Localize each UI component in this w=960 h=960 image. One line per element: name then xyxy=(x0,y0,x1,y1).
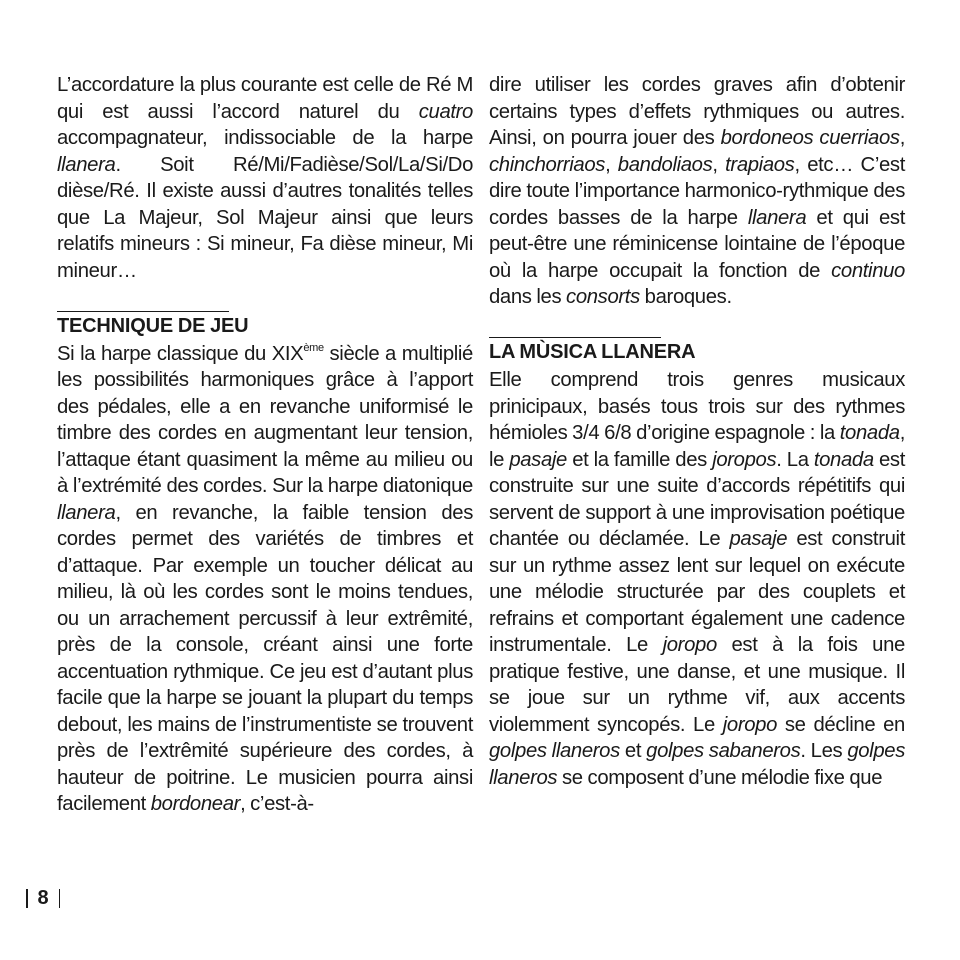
italic-term: pasaje xyxy=(729,528,788,550)
text-run: Elle comprend trois genres musicaux prinicipaux, basés tous trois sur des rythmes hémioles 3/4 6/8 d’origine espagnole : la xyxy=(489,369,905,444)
italic-term: tonada xyxy=(839,422,900,444)
text-run: est construite sur une suite d’accords répétitifs qui servent de support à une improvisation poétique chantée ou déclamée. Le xyxy=(489,448,906,550)
page-number: 8 xyxy=(37,887,49,909)
text-run: est construit sur un rythme assez lent sur lequel on exécute une mélodie structurée par des couplets et refrains et comportant également une cadence instrumentale. Le xyxy=(489,528,905,656)
italic-term: consorts xyxy=(566,286,640,308)
italic-term: bordoneos cuerriaos xyxy=(720,127,900,149)
text-run: , en revanche, la faible tension des cordes permet des variétés de timbres et d’attaque. Par exemple un toucher délicat au milieu, là où les cordes sont le moins tendues, ou un arrachement percussif à leur extrêmité, près de la console, créant ainsi une forte accentuation rythmique. Ce jeu est d’autant plus facile que la harpe se jouant la plupart du temps debout, les mains de l’instrumentiste se trouvent près de l’extrêmité supérieure des cordes, à hauteur de poitrine. Le musicien pourra ainsi facilement xyxy=(57,501,473,815)
text-run: , xyxy=(712,153,726,176)
italic-term: joropo xyxy=(722,713,778,736)
italic-term: chinchorriaos xyxy=(489,153,606,176)
heading-technique: TECHNIQUE DE JEU xyxy=(57,314,249,337)
paragraph-musica-llanera xyxy=(489,367,905,791)
heading-musica-llanera: LA MÙSICA LLANERA xyxy=(489,341,696,363)
text-run: , le xyxy=(489,422,905,471)
right-column xyxy=(489,72,905,791)
paragraph-continuation xyxy=(489,72,905,311)
text-run: . Soit Ré/Mi/Fadièse/Sol/La/Si/Do dièse/Ré. Il existe aussi d’autres tonalités telles que La Majeur, Sol Majeur ainsi que leurs relatifs mineurs : Si mineur, Fa dièse mineur, Mi mineur… xyxy=(57,153,473,282)
italic-term: llanera xyxy=(57,501,116,524)
superscript: ème xyxy=(303,341,324,354)
text-run: , xyxy=(899,127,905,149)
italic-term: bordonear xyxy=(150,793,241,815)
italic-term: tonada xyxy=(813,448,874,471)
text-run: et la famille des xyxy=(566,448,713,471)
page-footer xyxy=(26,885,60,911)
italic-term: trapiaos xyxy=(725,153,795,176)
text-run: et qui est peut-être une réminicense lointaine de l’époque où la harpe occupait la fonction de xyxy=(489,206,905,282)
text-run: , etc… C’est dire toute l’importance harmonico-rythmique des cordes basses de la harpe xyxy=(489,153,906,229)
left-column xyxy=(57,72,473,818)
text-run: est à la fois une pratique festive, une danse, et une musique. Il se joue sur un rythme vif, aux accents violemment syncopés. Le xyxy=(489,634,905,736)
text-run: , c’est-à- xyxy=(240,793,314,815)
paragraph-tuning xyxy=(57,72,473,284)
italic-term: llanera xyxy=(57,153,116,176)
italic-term: joropo xyxy=(662,634,717,656)
italic-term: bandoliaos xyxy=(617,153,713,176)
text-run: et xyxy=(619,740,647,762)
italic-term: cuatro xyxy=(418,100,473,123)
italic-term: golpes sabaneros xyxy=(646,740,801,762)
italic-term: golpes llaneros xyxy=(489,740,905,789)
folio-bar-right xyxy=(59,889,61,908)
paragraph-technique xyxy=(57,341,473,818)
italic-term: llanera xyxy=(747,206,807,229)
text-run: siècle a multiplié les possibilités harmoniques grâce à l’apport des pédales, elle a en revanche uniformisé le timbre des cordes en augmentant leur tension, l’attaque étant quasiment la même au milieu ou à l’extrémité des cordes. Sur la harpe diatonique xyxy=(57,342,473,497)
text-run: baroques. xyxy=(639,286,732,308)
text-run: dans les xyxy=(489,286,567,308)
italic-term: continuo xyxy=(831,259,905,282)
spacer xyxy=(57,284,473,311)
text-run: . Les xyxy=(800,740,848,762)
italic-term: joropos xyxy=(712,448,777,471)
text-run: dire utiliser les cordes graves afin d’obtenir certains types d’effets rythmiques ou autres. Ainsi, on pourra jouer des xyxy=(489,74,905,149)
italic-term: pasaje xyxy=(509,448,567,471)
text-run: , xyxy=(605,153,618,176)
text-run: accompagnateur, indissociable de la harpe xyxy=(57,127,473,149)
text-run: se décline en xyxy=(777,713,905,736)
folio-bar-left xyxy=(26,889,28,908)
italic-term: golpes llaneros xyxy=(489,740,620,762)
text-run: L’accordature la plus courante est celle de Ré M qui est aussi l’accord naturel du xyxy=(57,74,473,123)
spacer xyxy=(489,311,905,338)
text-run: Si la harpe classique du XIX xyxy=(57,342,304,365)
text-run: . La xyxy=(776,448,814,471)
text-run: se composent d’une mélodie fixe que xyxy=(557,766,883,789)
